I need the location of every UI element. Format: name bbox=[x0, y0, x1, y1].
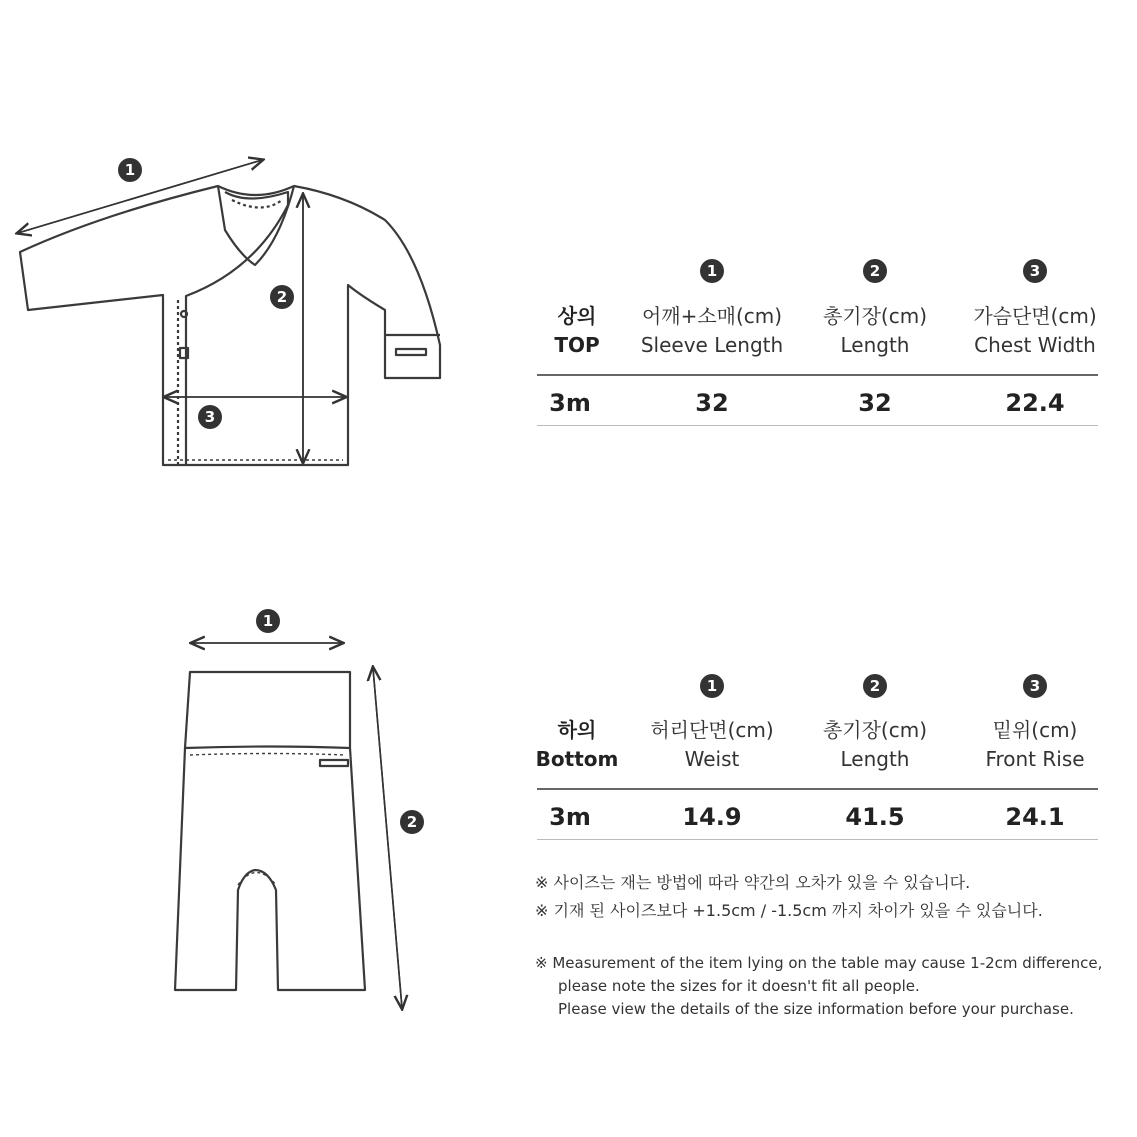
bottom-col1-badge: 1 bbox=[700, 674, 724, 698]
bottom-value-1: 14.9 bbox=[682, 803, 742, 831]
top-col1-en: Sleeve Length bbox=[640, 333, 784, 357]
top-size-label: 3m bbox=[549, 389, 591, 417]
bottom-header-rule bbox=[537, 788, 1098, 790]
top-col3-badge: 3 bbox=[1023, 259, 1047, 283]
note-ko-1: ※ 사이즈는 재는 방법에 따라 약간의 오차가 있을 수 있습니다. bbox=[535, 873, 971, 892]
bottom-col3-ko: 밑위(cm) bbox=[992, 718, 1078, 742]
bottom-diagram-badge-1: 1 bbox=[256, 609, 280, 633]
top-section-ko: 상의 bbox=[557, 304, 597, 328]
top-diagram-badge-3: 3 bbox=[198, 405, 222, 429]
bottom-col1-en: Weist bbox=[684, 747, 740, 771]
bottom-bottom-rule bbox=[537, 839, 1098, 840]
top-col3-ko: 가슴단면(cm) bbox=[973, 304, 1097, 328]
top-col1-badge: 1 bbox=[700, 259, 724, 283]
top-header-rule bbox=[537, 374, 1098, 376]
bottom-col1-ko: 허리단면(cm) bbox=[650, 718, 774, 742]
bottom-col2-badge: 2 bbox=[863, 674, 887, 698]
top-diagram-badge-1: 1 bbox=[118, 158, 142, 182]
top-value-1: 32 bbox=[695, 389, 729, 417]
top-garment-drawing bbox=[20, 186, 440, 465]
note-en-3: Please view the details of the size information before your purchase. bbox=[558, 1000, 1074, 1018]
top-value-3: 22.4 bbox=[1005, 389, 1065, 417]
bottom-col3-badge: 3 bbox=[1023, 674, 1047, 698]
note-en-1: ※ Measurement of the item lying on the table may cause 1-2cm difference, bbox=[535, 954, 1103, 972]
top-value-2: 32 bbox=[858, 389, 892, 417]
bottom-size-label: 3m bbox=[549, 803, 591, 831]
top-col3-en: Chest Width bbox=[974, 333, 1096, 357]
bottom-section-ko: 하의 bbox=[557, 718, 597, 742]
top-col1-ko: 어깨+소매(cm) bbox=[641, 304, 783, 328]
note-ko-2: ※ 기재 된 사이즈보다 +1.5cm / -1.5cm 까지 차이가 있을 수 있습니다. bbox=[535, 901, 1043, 920]
top-bottom-rule bbox=[537, 425, 1098, 426]
bottom-garment-drawing bbox=[175, 672, 365, 990]
bottom-value-3: 24.1 bbox=[1005, 803, 1065, 831]
top-col2-en: Length bbox=[840, 333, 910, 357]
top-diagram-badge-2: 2 bbox=[270, 285, 294, 309]
bottom-measurement-arrows bbox=[192, 643, 402, 1008]
top-section-en: TOP bbox=[554, 333, 600, 357]
bottom-col2-en: Length bbox=[840, 747, 910, 771]
top-col2-ko: 총기장(cm) bbox=[822, 304, 928, 328]
bottom-section-en: Bottom bbox=[535, 747, 619, 771]
bottom-col2-ko: 총기장(cm) bbox=[822, 718, 928, 742]
bottom-col3-en: Front Rise bbox=[985, 747, 1085, 771]
bottom-diagram-badge-2: 2 bbox=[400, 810, 424, 834]
top-col2-badge: 2 bbox=[863, 259, 887, 283]
note-en-2: please note the sizes for it doesn't fit all people. bbox=[558, 977, 920, 995]
bottom-value-2: 41.5 bbox=[845, 803, 905, 831]
